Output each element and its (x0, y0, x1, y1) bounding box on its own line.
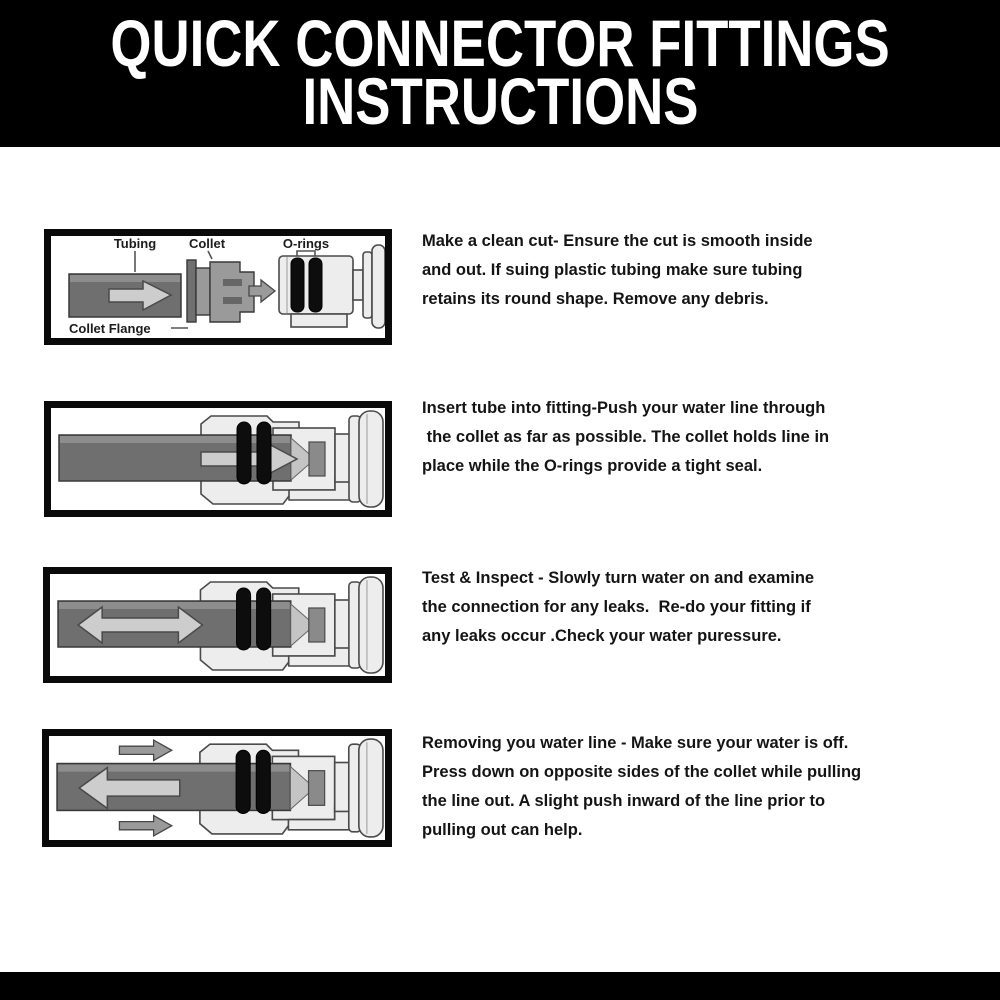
text-line: Removing you water line - Make sure your water is off. (422, 734, 849, 752)
collet-illustration (187, 260, 254, 322)
tube-stop (309, 442, 325, 476)
text-line: Press down on opposite sides of the collet while pulling (422, 763, 862, 781)
text-line: Insert tube into fitting-Push your water line through (422, 399, 826, 417)
exploded-fitting-illustration (51, 236, 385, 338)
step-3-text (422, 564, 982, 651)
step-2-diagram (44, 401, 392, 517)
tube-illustration (69, 274, 181, 317)
step-2-text (422, 394, 982, 481)
oring-icon (309, 258, 322, 312)
tube-stop (309, 608, 325, 642)
page-title-line2 (253, 64, 748, 138)
oring-icon (257, 422, 271, 484)
fitting-body-illustration (279, 245, 385, 328)
oring-icon (256, 750, 270, 813)
text-line: retains its round shape. Remove any debris. (422, 290, 769, 308)
tubing-label: Tubing (113, 236, 157, 251)
test-inspect-illustration (50, 574, 385, 676)
text-line: the connection for any leaks. Re-do your fitting if (422, 598, 811, 616)
text-line: and out. If suing plastic tubing make sure tubing (422, 261, 803, 279)
text-line: place while the O-rings provide a tight seal. (422, 457, 763, 475)
collet-label: Collet (188, 236, 226, 251)
step-1-text (422, 227, 982, 314)
page-title-line1-text: QUICK CONNECTOR FITTINGS (110, 6, 890, 80)
collet-flange-label: Collet Flange (69, 321, 151, 336)
text-line: pulling out can help. (422, 821, 583, 839)
text-line: the collet as far as possible. The collet holds line in (422, 428, 830, 446)
insert-tube-illustration (51, 408, 385, 510)
press-collet-bottom-arrow-icon (119, 816, 171, 836)
step-4-diagram (42, 729, 392, 847)
text-line: any leaks occur .Check your water puressure. (422, 627, 782, 645)
step-3-diagram (43, 567, 392, 683)
step-4-text (422, 729, 982, 845)
page-title-line2-text: INSTRUCTIONS (302, 64, 698, 138)
oring-icon (291, 258, 304, 312)
orings-label: O-rings (282, 236, 330, 251)
footer-bar (0, 972, 1000, 1000)
tube-stop (309, 771, 325, 806)
oring-icon (257, 588, 271, 650)
text-line: the line out. A slight push inward of the line prior to (422, 792, 826, 810)
text-line: Test & Inspect - Slowly turn water on and examine (422, 569, 815, 587)
oring-icon (237, 588, 251, 650)
text-line: Make a clean cut- Ensure the cut is smooth inside (422, 232, 813, 250)
oring-icon (236, 750, 250, 813)
press-collet-top-arrow-icon (119, 740, 171, 760)
header-banner (0, 0, 1000, 147)
collet-leader-line (208, 251, 212, 259)
remove-line-illustration (49, 736, 385, 840)
oring-icon (237, 422, 251, 484)
step-1-diagram (44, 229, 392, 345)
